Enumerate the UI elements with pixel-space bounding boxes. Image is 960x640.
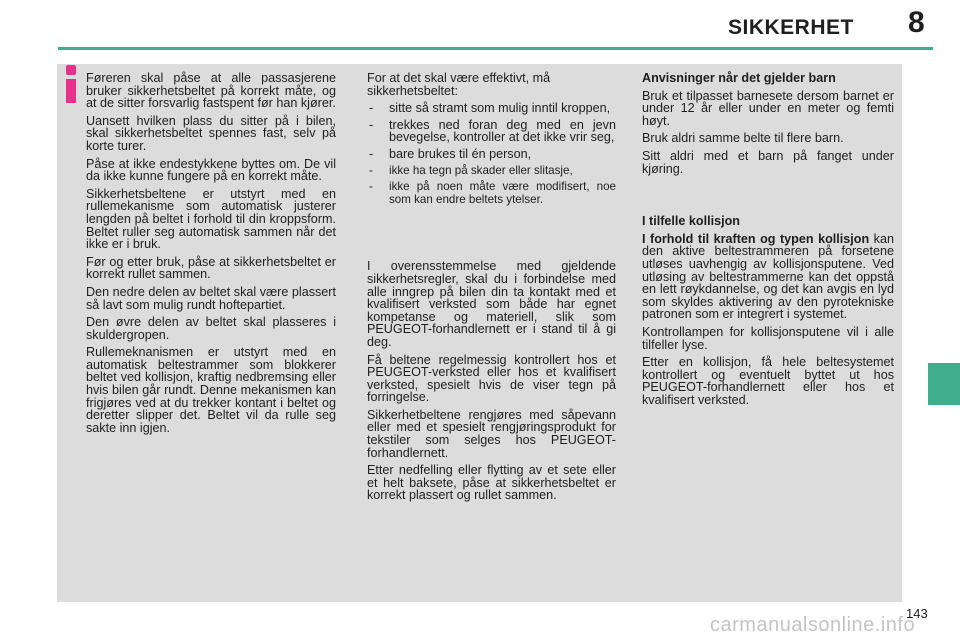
intro-paragraph: For at det skal være effektivt, må sikkerhetsbeltet:	[367, 71, 551, 98]
paragraph: Uansett hvilken plass du sitter på i bilen, skal sikkerhetsbeltet spennes fast, selv på korte turer.	[86, 113, 336, 153]
list-item: - ikke ha tegn på skader eller slitasje,	[367, 165, 616, 178]
info-icon	[62, 65, 80, 105]
paragraph: Etter en kollisjon, få hele beltesystemet kontrollert og eventuelt byttet ut hos PEUGEOT-forhandlernett eller hos et kvalifisert verksted.	[642, 355, 894, 407]
collision-heading: I tilfelle kollisjon	[642, 214, 740, 229]
watermark: carmanualsonline.info	[710, 614, 916, 636]
paragraph: I overensstemmelse med gjeldende sikkerhetsregler, skal du i forbindelse med alle inngrep på bilen din ta kontakt med et kvalifisert verksted som både har egnet kompetanse og materiell, slik som PEUGEOT-forhandlernett er i stand til å gi deg.	[367, 259, 616, 349]
belt-requirements-list	[367, 102, 616, 206]
paragraph: Bruk et tilpasset barnesete dersom barnet er under 12 år eller under en meter og femti høyt.	[642, 88, 894, 128]
list-item: - sitte så stramt som mulig inntil kroppen,	[367, 102, 616, 115]
paragraph: Den øvre delen av beltet skal plasseres i skuldergropen.	[86, 315, 336, 342]
paragraph: Føreren skal påse at alle passasjerene bruker sikkerhetsbeltet på korrekt måte, og at de sitter forsvarlig fastspent før han kjører.	[86, 71, 336, 111]
page-number: 143	[906, 606, 928, 621]
paragraph: Den nedre delen av beltet skal være plassert så lavt som mulig rundt hoftepartiet.	[86, 284, 336, 312]
column-2	[367, 72, 616, 507]
list-item: - ikke på noen måte være modifisert, noe som kan endre beltets ytelser.	[367, 181, 616, 206]
paragraph: Få beltene regelmessig kontrollert hos et PEUGEOT-verksted eller hos et kvalifisert verksted, spesielt hvis de viser tegn på forringelse.	[367, 352, 616, 405]
paragraph: Sitt aldri med et barn på fanget under kjøring.	[642, 148, 894, 176]
paragraph: Etter nedfelling eller flytting av et sete eller et helt baksete, påse at sikkerhetsbeltet er korrekt plassert og rullet sammen.	[367, 463, 616, 503]
header-rule	[58, 47, 933, 50]
chapter-number: 8	[908, 6, 925, 39]
collision-lead-rest: kan den aktive beltestrammeren på forsetene utløses uavhengig av kollisjonsputene. Ved utløsing av beltestrammerne kan det oppstå en lett røykdannelse, og det kan avgis en lyd som skyldes aktivering av den pyrotekniske patronen som er integrert i systemet.	[642, 231, 894, 322]
list-item: - trekkes ned foran deg med en jevn bevegelse, kontroller at det ikke vrir seg,	[367, 119, 616, 144]
column-3	[642, 72, 894, 411]
collision-paragraph	[642, 233, 894, 321]
column-1	[86, 72, 336, 439]
chapter-side-tab	[928, 363, 960, 405]
list-item: - bare brukes til én person,	[367, 148, 616, 161]
paragraph: Kontrollampen for kollisjonsputene vil i alle tilfeller lyse.	[642, 324, 894, 352]
paragraph: Før og etter bruk, påse at sikkerhetsbeltet er korrekt rullet sammen.	[86, 254, 336, 282]
paragraph: Bruk aldri samme belte til flere barn.	[642, 131, 844, 146]
section-title: SIKKERHET	[728, 16, 854, 39]
children-heading: Anvisninger når det gjelder barn	[642, 71, 836, 85]
paragraph: Sikkerhetsbeltene er utstyrt med en rullemekanisme som automatisk justerer lengden på beltet i forhold til din kroppsform. Beltet ruller seg automatisk sammen når det ikke er i bruk.	[86, 186, 336, 252]
paragraph: Sikkerhetbeltene rengjøres med såpevann eller med et spesielt rengjøringsprodukt for tekstiler som selges hos PEUGEOT-forhandlernett.	[367, 407, 616, 460]
collision-lead: I forhold til kraften og typen kollisjon	[642, 231, 870, 246]
paragraph: Påse at ikke endestykkene byttes om. De vil da ikke kunne fungere på en korrekt måte.	[86, 156, 336, 184]
paragraph: Rullemeknanismen er utstyrt med en automatisk beltestrammer som blokkerer beltet ved kollisjon, kraftig nedbremsing eller hvis bilen går rundt. Denne mekanismen kan frigjøres ved at du trekker kontant i beltet og deretter slipper det. Beltet vil da rulle seg sakte inn igjen.	[86, 345, 336, 435]
